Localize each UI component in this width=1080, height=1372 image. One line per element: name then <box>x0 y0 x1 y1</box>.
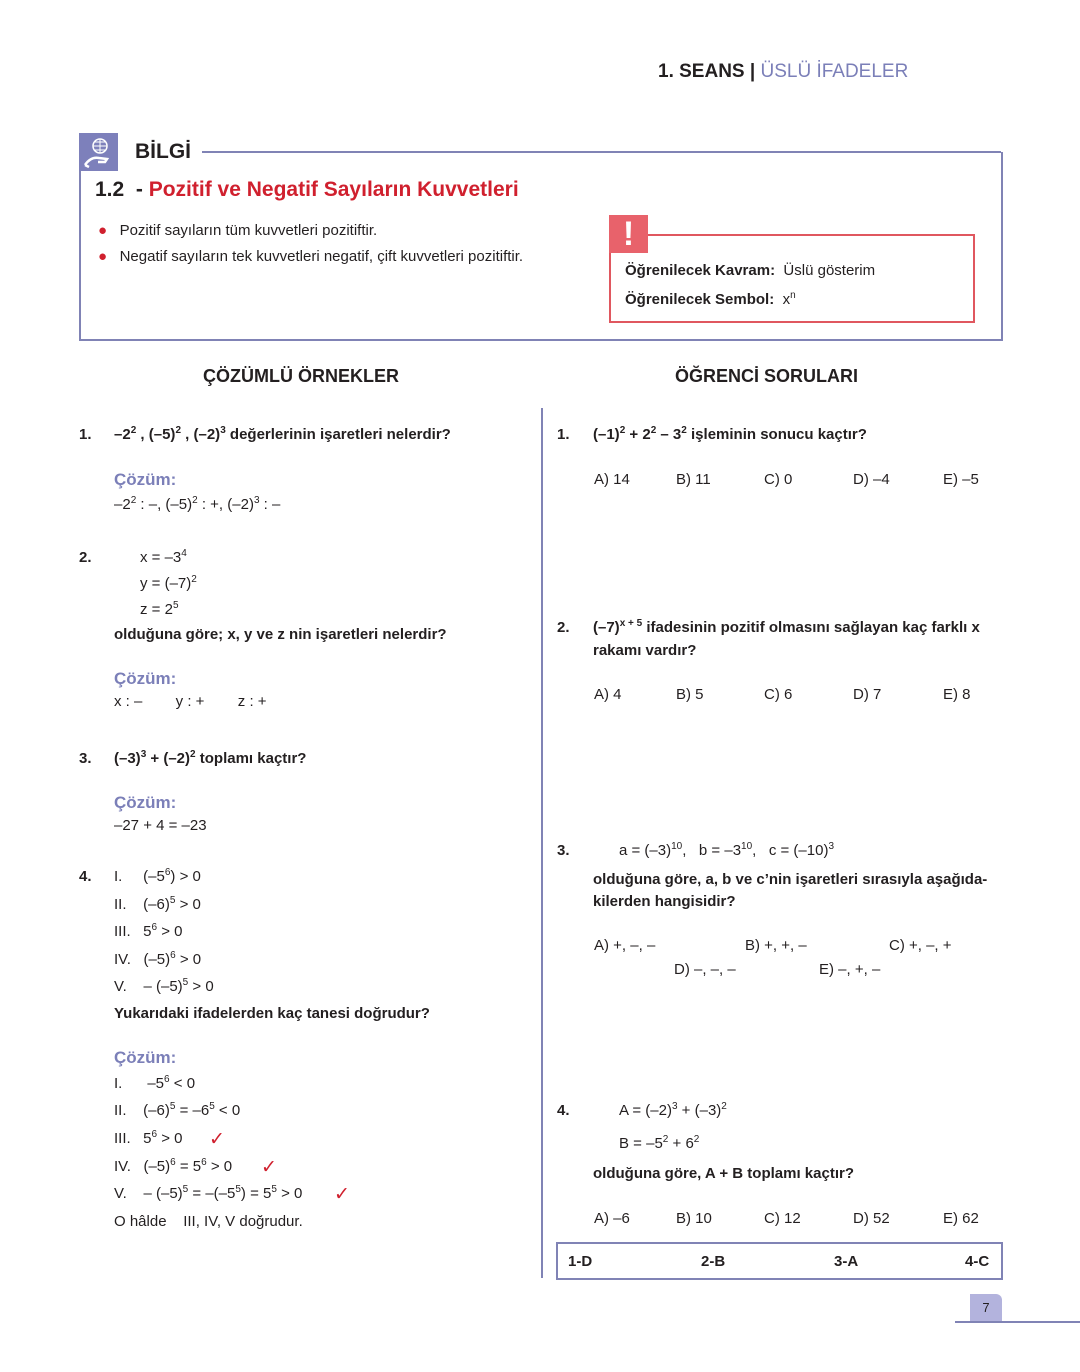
answer-option[interactable]: E) 62 <box>943 1210 979 1227</box>
exponent: 2 <box>191 574 197 585</box>
exponent: 2 <box>175 425 181 436</box>
expression-part: : +, (–2) <box>197 496 254 513</box>
expression-line <box>140 575 197 593</box>
exponent: 2 <box>662 1134 669 1145</box>
question-number: 4. <box>79 868 92 885</box>
section-title <box>95 178 519 202</box>
expression-part: , c = (–10) <box>752 842 829 859</box>
symbol-label: Öğrenilecek Sembol: <box>625 291 775 308</box>
page-number: 7 <box>970 1294 1002 1321</box>
question-number: 3. <box>557 842 570 859</box>
bullet-item: ● Pozitif sayıların tüm kuvvetleri pozitiftir. <box>98 222 378 239</box>
question-text: rakamı vardır? <box>593 642 697 659</box>
expression-part: x <box>782 291 791 308</box>
exponent: 6 <box>164 1074 170 1085</box>
expression-part: B = –5 <box>619 1135 663 1152</box>
expression-part: > 0 <box>157 1130 183 1147</box>
question-text: olduğuna göre; x, y ve z nin işaretleri nelerdir? <box>114 626 447 643</box>
exponent: 2 <box>130 425 137 436</box>
question-number: 2. <box>79 549 92 566</box>
statement-item <box>114 923 183 941</box>
answer-option[interactable]: C) 6 <box>764 686 793 703</box>
expression-part: + (–3) <box>677 1102 722 1119</box>
expression-part: toplamı kaçtır? <box>195 750 307 767</box>
exponent: 5 <box>169 1101 176 1112</box>
expression-line <box>140 601 179 619</box>
answer-key <box>556 1242 1003 1280</box>
exponent: 5 <box>235 1184 241 1195</box>
expression-part: x = –3 <box>140 549 182 566</box>
concept-value: Üslü gösterim <box>783 262 876 279</box>
expression-part: (–3) <box>114 750 141 767</box>
expression-part: + (–2) <box>146 750 191 767</box>
question-text <box>593 619 980 637</box>
solution-label: Çözüm: <box>114 669 177 688</box>
expression-part: > 0 <box>206 1158 233 1175</box>
answer-option[interactable]: D) 52 <box>853 1210 890 1227</box>
exponent: 2 <box>619 425 626 436</box>
bullet-text: Pozitif sayıların tüm kuvvetleri pozitiftir. <box>119 222 378 239</box>
solution-step <box>114 1185 302 1203</box>
statement-item <box>114 896 201 914</box>
question-text <box>114 426 451 444</box>
expression-part: I. (–5 <box>114 868 165 885</box>
exponent: 5 <box>209 1101 215 1112</box>
expression-part: ifadesinin pozitif olmasını sağlayan kaç farklı x <box>642 619 980 636</box>
bullet-text: Negatif sayıların tek kuvvetleri negatif, çift kuvvetleri pozitiftir. <box>119 248 524 265</box>
bullet-item: ● Negatif sayıların tek kuvvetleri negatif, çift kuvvetleri pozitiftir. <box>98 248 524 265</box>
expression-part: IV. (–5) <box>114 1158 171 1175</box>
question-number: 4. <box>557 1102 570 1119</box>
expression-part: y = (–7) <box>140 575 192 592</box>
exponent: 5 <box>182 1184 189 1195</box>
answer-option[interactable]: C) +, –, + <box>889 937 952 954</box>
answer-option[interactable]: B) +, +, – <box>745 937 807 954</box>
answer-option[interactable]: A) –6 <box>594 1210 630 1227</box>
answer-key-item: 2-B <box>701 1253 726 1270</box>
answer-key-item: 3-A <box>834 1253 859 1270</box>
expression-part: ) > 0 <box>170 868 201 885</box>
expression-part: IV. (–5) <box>114 951 171 968</box>
expression-line <box>619 1135 699 1153</box>
exponent: 2 <box>721 1101 727 1112</box>
expression-part: , (–2) <box>181 426 221 443</box>
answer-option[interactable]: A) 14 <box>594 471 630 488</box>
solution-text: x : – y : + z : + <box>114 693 267 710</box>
exponent: 6 <box>201 1157 207 1168</box>
exponent: 4 <box>181 548 187 559</box>
exponent: 3 <box>828 841 835 852</box>
expression-part: (–7) <box>593 619 620 636</box>
solution-text: –27 + 4 = –23 <box>114 817 207 834</box>
solution-label: Çözüm: <box>114 793 177 812</box>
exponent: 6 <box>151 1129 158 1140</box>
question-number: 3. <box>79 750 92 767</box>
expression-part: V. – (–5) <box>114 1185 183 1202</box>
expression-part: > 0 <box>188 978 214 995</box>
expression-part: > 0 <box>175 896 201 913</box>
exponent: 10 <box>671 841 683 852</box>
expression-part: a = (–3) <box>619 842 672 859</box>
exponent: 2 <box>650 425 657 436</box>
info-label: BİLGİ <box>135 140 191 163</box>
expression-part: –2 <box>114 426 131 443</box>
solution-step <box>114 1130 183 1148</box>
expression-part: değerlerinin işaretleri nelerdir? <box>225 426 451 443</box>
expression-line <box>619 1102 727 1120</box>
conclusion-text: O hâlde III, IV, V doğrudur. <box>114 1213 303 1230</box>
symbol-row <box>625 291 796 309</box>
expression-part: II. (–6) <box>114 896 170 913</box>
expression-part: = –6 <box>175 1102 210 1119</box>
section-title-text: Pozitif ve Negatif Sayıların Kuvvetleri <box>148 178 519 201</box>
expression-part: + 2 <box>625 426 651 443</box>
exponent: n <box>790 290 796 301</box>
question-text: Yukarıdaki ifadelerden kaç tanesi doğrudur? <box>114 1005 430 1022</box>
expression-part: = 5 <box>175 1158 202 1175</box>
header-separator: | <box>749 61 756 82</box>
question-text <box>593 426 867 444</box>
column-divider <box>541 408 543 1278</box>
exponent: 5 <box>169 895 176 906</box>
answer-option[interactable]: B) 10 <box>676 1210 712 1227</box>
question-text <box>114 750 306 768</box>
expression-part: = –(–5 <box>188 1185 236 1202</box>
page-header <box>658 61 908 83</box>
answer-option[interactable]: E) –5 <box>943 471 979 488</box>
expression-line <box>619 842 834 860</box>
exponent: 5 <box>271 1184 277 1195</box>
globe-hand-icon <box>79 133 118 171</box>
solution-label: Çözüm: <box>114 470 177 489</box>
expression-part: III. 5 <box>114 923 152 940</box>
answer-option[interactable]: D) 7 <box>853 686 882 703</box>
expression-part: > 0 <box>175 951 202 968</box>
exponent: 3 <box>253 495 260 506</box>
statement-item <box>114 978 214 996</box>
session-label: 1. SEANS <box>658 61 745 82</box>
expression-part: (–1) <box>593 426 620 443</box>
statement-item <box>114 868 201 886</box>
answer-option[interactable]: B) 11 <box>676 471 711 488</box>
exponent: 6 <box>164 867 171 878</box>
expression-part: V. – (–5) <box>114 978 183 995</box>
exponent: 6 <box>170 950 176 961</box>
answer-option[interactable]: D) –4 <box>853 471 890 488</box>
expression-part: z = 2 <box>140 601 173 618</box>
answer-option[interactable]: C) 0 <box>764 471 793 488</box>
check-mark-icon: ✓ <box>334 1184 350 1205</box>
concept-label: Öğrenilecek Kavram: <box>625 262 776 279</box>
question-number: 2. <box>557 619 570 636</box>
expression-part: III. 5 <box>114 1130 152 1147</box>
expression-part: II. (–6) <box>114 1102 170 1119</box>
exponent: 2 <box>192 495 198 506</box>
exponent: 6 <box>170 1157 176 1168</box>
exponent: 2 <box>190 749 196 760</box>
question-number: 1. <box>557 426 570 443</box>
question-text: olduğuna göre, a, b ve c’nin işaretleri sırasıyla aşağıda- <box>593 871 988 888</box>
statement-item <box>114 951 201 969</box>
answer-option[interactable]: B) 5 <box>676 686 704 703</box>
exponent: x + 5 <box>619 618 643 629</box>
answer-key-item: 4-C <box>965 1253 990 1270</box>
question-text: olduğuna göre, A + B toplamı kaçtır? <box>593 1165 854 1182</box>
expression-part: : – <box>259 496 281 513</box>
exponent: 2 <box>130 495 137 506</box>
expression-part: < 0 <box>169 1075 196 1092</box>
exponent: 6 <box>151 922 158 933</box>
expression-part: , b = –3 <box>682 842 742 859</box>
student-questions-heading: ÖĞRENCİ SORULARI <box>675 366 859 386</box>
check-mark-icon: ✓ <box>209 1129 225 1150</box>
check-mark-icon: ✓ <box>261 1157 277 1178</box>
answer-option[interactable]: C) 12 <box>764 1210 801 1227</box>
expression-part: : –, (–5) <box>136 496 193 513</box>
answer-key-item: 1-D <box>568 1253 593 1270</box>
expression-part: ) = 5 <box>240 1185 272 1202</box>
footer-line <box>955 1321 1080 1323</box>
answer-option[interactable]: A) 4 <box>594 686 622 703</box>
expression-part: , (–5) <box>136 426 176 443</box>
exponent: 3 <box>140 749 147 760</box>
expression-part: – 3 <box>656 426 682 443</box>
expression-part: işleminin sonucu kaçtır? <box>686 426 867 443</box>
expression-part: > 0 <box>276 1185 303 1202</box>
answer-option[interactable]: D) –, –, – <box>674 961 736 978</box>
answer-option[interactable]: E) 8 <box>943 686 971 703</box>
question-number: 1. <box>79 426 92 443</box>
solution-step <box>114 1158 232 1176</box>
solution-label: Çözüm: <box>114 1048 177 1067</box>
solution-step <box>114 1102 240 1120</box>
solution-step <box>114 1075 195 1093</box>
exponent: 3 <box>671 1101 678 1112</box>
solved-examples-heading: ÇÖZÜMLÜ ÖRNEKLER <box>203 366 399 386</box>
title-dash: - <box>135 178 143 201</box>
section-number: 1.2 <box>95 178 125 201</box>
answer-option[interactable]: A) +, –, – <box>594 937 656 954</box>
expression-part: A = (–2) <box>619 1102 672 1119</box>
symbol-value <box>783 291 796 308</box>
expression-part: –2 <box>114 496 131 513</box>
expression-part: > 0 <box>157 923 183 940</box>
exponent: 5 <box>182 977 189 988</box>
exponent: 2 <box>693 1134 700 1145</box>
exponent: 10 <box>741 841 753 852</box>
solution-text <box>114 496 280 514</box>
concept-row <box>625 262 875 280</box>
exponent: 5 <box>172 600 179 611</box>
question-text: kilerden hangisidir? <box>593 893 736 910</box>
exponent: 2 <box>681 425 687 436</box>
answer-option[interactable]: E) –, +, – <box>819 961 881 978</box>
divider <box>202 151 1001 153</box>
exclamation-icon: ! <box>609 215 648 253</box>
expression-part: + 6 <box>668 1135 694 1152</box>
expression-part: < 0 <box>214 1102 241 1119</box>
expression-part: I. –5 <box>114 1075 165 1092</box>
expression-line <box>140 549 187 567</box>
topic-label: ÜSLÜ İFADELER <box>760 61 909 82</box>
exponent: 3 <box>220 425 226 436</box>
